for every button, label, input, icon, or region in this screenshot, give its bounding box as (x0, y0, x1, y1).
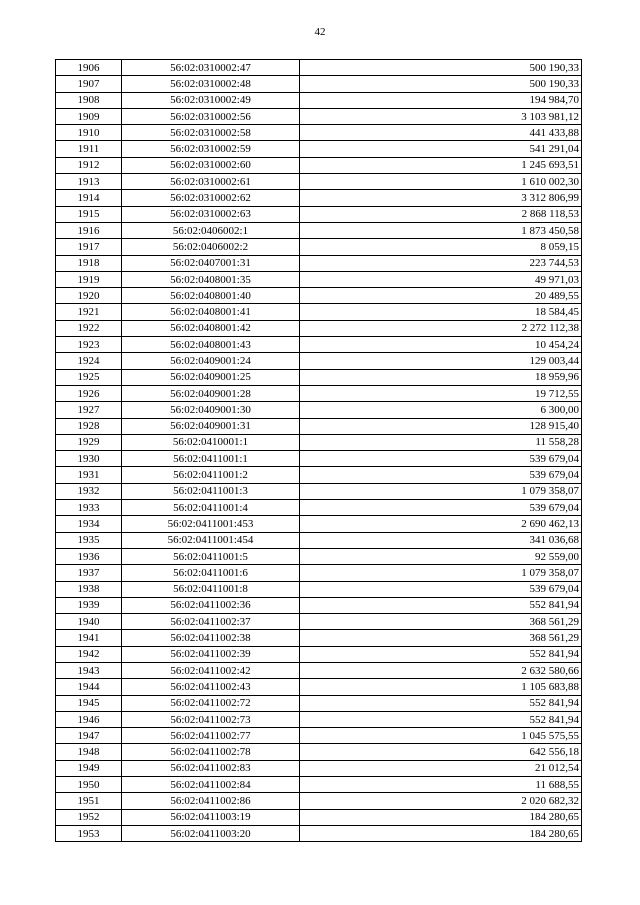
cadastral-number-cell: 56:02:0310002:63 (122, 206, 300, 222)
table-row (56, 825, 582, 841)
row-number-cell: 1930 (56, 451, 122, 467)
cadastral-value-cell: 20 489,55 (300, 288, 582, 304)
table-row (56, 467, 582, 483)
table-row (56, 206, 582, 222)
row-number-cell: 1935 (56, 532, 122, 548)
row-number-cell: 1937 (56, 565, 122, 581)
cadastral-number-cell: 56:02:0409001:30 (122, 402, 300, 418)
table-row (56, 679, 582, 695)
cadastral-value-cell: 10 454,24 (300, 337, 582, 353)
table-row (56, 532, 582, 548)
table-row (56, 581, 582, 597)
cadastral-number-cell: 56:02:0310002:62 (122, 190, 300, 206)
cadastral-number-cell: 56:02:0411002:38 (122, 630, 300, 646)
row-number-cell: 1907 (56, 76, 122, 92)
cadastral-value-cell: 11 688,55 (300, 777, 582, 793)
table-row (56, 614, 582, 630)
cadastral-number-cell: 56:02:0411001:3 (122, 483, 300, 499)
cadastral-number-cell: 56:02:0409001:28 (122, 385, 300, 401)
row-number-cell: 1912 (56, 157, 122, 173)
cadastral-value-cell: 1 079 358,07 (300, 483, 582, 499)
cadastral-number-cell: 56:02:0411002:77 (122, 728, 300, 744)
cadastral-number-cell: 56:02:0411002:86 (122, 793, 300, 809)
cadastral-number-cell: 56:02:0411001:4 (122, 500, 300, 516)
cadastral-number-cell: 56:02:0310002:56 (122, 108, 300, 124)
table-row (56, 451, 582, 467)
cadastral-number-cell: 56:02:0411002:36 (122, 597, 300, 613)
row-number-cell: 1914 (56, 190, 122, 206)
cadastral-number-cell: 56:02:0406002:2 (122, 239, 300, 255)
row-number-cell: 1931 (56, 467, 122, 483)
cadastral-value-cell: 552 841,94 (300, 695, 582, 711)
cadastral-number-cell: 56:02:0411003:20 (122, 825, 300, 841)
table-row (56, 239, 582, 255)
row-number-cell: 1934 (56, 516, 122, 532)
cadastral-value-cell: 1 105 683,88 (300, 679, 582, 695)
row-number-cell: 1941 (56, 630, 122, 646)
row-number-cell: 1945 (56, 695, 122, 711)
table-row (56, 288, 582, 304)
cadastral-number-cell: 56:02:0410001:1 (122, 434, 300, 450)
cadastral-value-cell: 184 280,65 (300, 809, 582, 825)
row-number-cell: 1926 (56, 385, 122, 401)
row-number-cell: 1933 (56, 500, 122, 516)
cadastral-value-cell: 552 841,94 (300, 646, 582, 662)
cadastral-value-cell: 541 291,04 (300, 141, 582, 157)
table-row (56, 385, 582, 401)
cadastral-value-table (55, 59, 582, 842)
row-number-cell: 1924 (56, 353, 122, 369)
cadastral-value-cell: 11 558,28 (300, 434, 582, 450)
row-number-cell: 1951 (56, 793, 122, 809)
table-row (56, 271, 582, 287)
row-number-cell: 1911 (56, 141, 122, 157)
cadastral-value-cell: 223 744,53 (300, 255, 582, 271)
cadastral-number-cell: 56:02:0411002:42 (122, 662, 300, 678)
table-row (56, 125, 582, 141)
cadastral-value-cell: 18 584,45 (300, 304, 582, 320)
table-row (56, 337, 582, 353)
row-number-cell: 1946 (56, 711, 122, 727)
cadastral-number-cell: 56:02:0411002:43 (122, 679, 300, 695)
row-number-cell: 1943 (56, 662, 122, 678)
cadastral-value-cell: 6 300,00 (300, 402, 582, 418)
table-row (56, 728, 582, 744)
row-number-cell: 1944 (56, 679, 122, 695)
cadastral-value-cell: 1 610 002,30 (300, 174, 582, 190)
table-row (56, 222, 582, 238)
cadastral-number-cell: 56:02:0310002:60 (122, 157, 300, 173)
row-number-cell: 1928 (56, 418, 122, 434)
page-number: 42 (314, 26, 326, 38)
cadastral-value-cell: 539 679,04 (300, 581, 582, 597)
row-number-cell: 1913 (56, 174, 122, 190)
cadastral-number-cell: 56:02:0409001:25 (122, 369, 300, 385)
cadastral-value-cell: 368 561,29 (300, 614, 582, 630)
row-number-cell: 1916 (56, 222, 122, 238)
table-row (56, 92, 582, 108)
row-number-cell: 1923 (56, 337, 122, 353)
cadastral-value-cell: 500 190,33 (300, 76, 582, 92)
row-number-cell: 1906 (56, 60, 122, 76)
row-number-cell: 1922 (56, 320, 122, 336)
row-number-cell: 1925 (56, 369, 122, 385)
table-row (56, 157, 582, 173)
cadastral-number-cell: 56:02:0411002:78 (122, 744, 300, 760)
cadastral-value-cell: 552 841,94 (300, 597, 582, 613)
table-row (56, 60, 582, 76)
table-row (56, 597, 582, 613)
table-row (56, 304, 582, 320)
cadastral-value-cell: 441 433,88 (300, 125, 582, 141)
cadastral-number-cell: 56:02:0408001:42 (122, 320, 300, 336)
row-number-cell: 1929 (56, 434, 122, 450)
cadastral-number-cell: 56:02:0411001:453 (122, 516, 300, 532)
cadastral-value-cell: 539 679,04 (300, 451, 582, 467)
table-row (56, 695, 582, 711)
table-row (56, 320, 582, 336)
row-number-cell: 1947 (56, 728, 122, 744)
cadastral-value-cell: 2 020 682,32 (300, 793, 582, 809)
cadastral-value-cell: 368 561,29 (300, 630, 582, 646)
table-row (56, 565, 582, 581)
row-number-cell: 1948 (56, 744, 122, 760)
row-number-cell: 1942 (56, 646, 122, 662)
table-row (56, 793, 582, 809)
row-number-cell: 1909 (56, 108, 122, 124)
cadastral-value-cell: 539 679,04 (300, 467, 582, 483)
cadastral-number-cell: 56:02:0411001:6 (122, 565, 300, 581)
table-row (56, 548, 582, 564)
row-number-cell: 1950 (56, 777, 122, 793)
cadastral-value-cell: 1 079 358,07 (300, 565, 582, 581)
row-number-cell: 1952 (56, 809, 122, 825)
row-number-cell: 1940 (56, 614, 122, 630)
table-row (56, 744, 582, 760)
row-number-cell: 1921 (56, 304, 122, 320)
cadastral-number-cell: 56:02:0411001:8 (122, 581, 300, 597)
cadastral-number-cell: 56:02:0407001:31 (122, 255, 300, 271)
cadastral-number-cell: 56:02:0310002:58 (122, 125, 300, 141)
table-row (56, 777, 582, 793)
cadastral-number-cell: 56:02:0411002:39 (122, 646, 300, 662)
row-number-cell: 1932 (56, 483, 122, 499)
table-row (56, 369, 582, 385)
row-number-cell: 1927 (56, 402, 122, 418)
row-number-cell: 1917 (56, 239, 122, 255)
cadastral-value-cell: 194 984,70 (300, 92, 582, 108)
row-number-cell: 1953 (56, 825, 122, 841)
table-row (56, 108, 582, 124)
table-row (56, 483, 582, 499)
table-row (56, 402, 582, 418)
table-row (56, 353, 582, 369)
table-row (56, 646, 582, 662)
cadastral-number-cell: 56:02:0411002:37 (122, 614, 300, 630)
cadastral-number-cell: 56:02:0408001:43 (122, 337, 300, 353)
cadastral-number-cell: 56:02:0408001:41 (122, 304, 300, 320)
cadastral-number-cell: 56:02:0411003:19 (122, 809, 300, 825)
table-row (56, 141, 582, 157)
row-number-cell: 1949 (56, 760, 122, 776)
row-number-cell: 1936 (56, 548, 122, 564)
cadastral-number-cell: 56:02:0409001:31 (122, 418, 300, 434)
cadastral-value-cell: 3 103 981,12 (300, 108, 582, 124)
table-row (56, 418, 582, 434)
row-number-cell: 1919 (56, 271, 122, 287)
cadastral-number-cell: 56:02:0310002:48 (122, 76, 300, 92)
row-number-cell: 1938 (56, 581, 122, 597)
table-row (56, 500, 582, 516)
cadastral-value-cell: 2 632 580,66 (300, 662, 582, 678)
table-row (56, 662, 582, 678)
table-row (56, 255, 582, 271)
row-number-cell: 1939 (56, 597, 122, 613)
table-row (56, 809, 582, 825)
table-row (56, 516, 582, 532)
cadastral-value-cell: 8 059,15 (300, 239, 582, 255)
table-row (56, 190, 582, 206)
cadastral-value-cell: 21 012,54 (300, 760, 582, 776)
cadastral-value-cell: 2 868 118,53 (300, 206, 582, 222)
cadastral-value-cell: 539 679,04 (300, 500, 582, 516)
row-number-cell: 1915 (56, 206, 122, 222)
cadastral-value-cell: 642 556,18 (300, 744, 582, 760)
table-row (56, 630, 582, 646)
cadastral-value-cell: 552 841,94 (300, 711, 582, 727)
cadastral-value-cell: 129 003,44 (300, 353, 582, 369)
row-number-cell: 1918 (56, 255, 122, 271)
cadastral-number-cell: 56:02:0310002:47 (122, 60, 300, 76)
cadastral-number-cell: 56:02:0411001:5 (122, 548, 300, 564)
cadastral-number-cell: 56:02:0411002:84 (122, 777, 300, 793)
cadastral-value-cell: 184 280,65 (300, 825, 582, 841)
cadastral-value-cell: 341 036,68 (300, 532, 582, 548)
cadastral-value-cell: 1 045 575,55 (300, 728, 582, 744)
table-row (56, 174, 582, 190)
row-number-cell: 1920 (56, 288, 122, 304)
cadastral-number-cell: 56:02:0411002:72 (122, 695, 300, 711)
cadastral-number-cell: 56:02:0411001:2 (122, 467, 300, 483)
cadastral-value-cell: 19 712,55 (300, 385, 582, 401)
cadastral-number-cell: 56:02:0406002:1 (122, 222, 300, 238)
table-body (56, 60, 582, 842)
cadastral-number-cell: 56:02:0310002:61 (122, 174, 300, 190)
cadastral-value-cell: 2 272 112,38 (300, 320, 582, 336)
cadastral-number-cell: 56:02:0408001:35 (122, 271, 300, 287)
cadastral-value-cell: 1 873 450,58 (300, 222, 582, 238)
cadastral-value-cell: 500 190,33 (300, 60, 582, 76)
cadastral-number-cell: 56:02:0408001:40 (122, 288, 300, 304)
table-row (56, 760, 582, 776)
cadastral-value-cell: 128 915,40 (300, 418, 582, 434)
cadastral-number-cell: 56:02:0409001:24 (122, 353, 300, 369)
cadastral-number-cell: 56:02:0411001:454 (122, 532, 300, 548)
cadastral-value-cell: 2 690 462,13 (300, 516, 582, 532)
cadastral-value-cell: 1 245 693,51 (300, 157, 582, 173)
cadastral-number-cell: 56:02:0310002:49 (122, 92, 300, 108)
cadastral-value-cell: 3 312 806,99 (300, 190, 582, 206)
cadastral-number-cell: 56:02:0411001:1 (122, 451, 300, 467)
cadastral-number-cell: 56:02:0411002:83 (122, 760, 300, 776)
row-number-cell: 1908 (56, 92, 122, 108)
cadastral-value-cell: 18 959,96 (300, 369, 582, 385)
cadastral-number-cell: 56:02:0310002:59 (122, 141, 300, 157)
cadastral-number-cell: 56:02:0411002:73 (122, 711, 300, 727)
table-row (56, 434, 582, 450)
table-row (56, 76, 582, 92)
cadastral-value-cell: 92 559,00 (300, 548, 582, 564)
table-row (56, 711, 582, 727)
cadastral-value-cell: 49 971,03 (300, 271, 582, 287)
row-number-cell: 1910 (56, 125, 122, 141)
